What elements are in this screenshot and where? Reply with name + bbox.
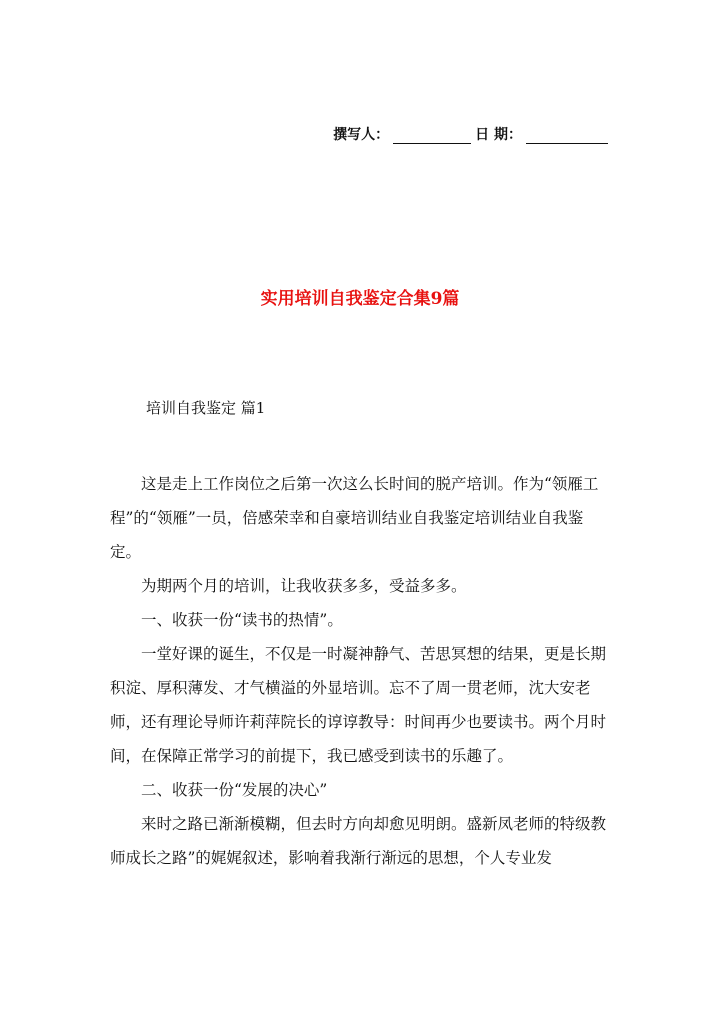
author-blank [393,129,471,144]
paragraph: 来时之路已渐渐模糊，但去时方向却愈见明朗。盛新凤老师的特级教师成长之路”的娓娓叙述，影响着我渐行渐远的思想，个人专业发 [110,815,607,867]
date-blank [526,129,608,144]
paragraph: 这是走上工作岗位之后第一次这么长时间的脱产培训。作为“领雁工程”的“领雁”一员，倍感荣幸和自豪培训结业自我鉴定培训结业自我鉴定。 [110,475,599,561]
author-label: 撰写人： [333,127,390,143]
author-date-line [333,124,612,144]
body-text [110,467,612,875]
paragraph: 一堂好课的诞生，不仅是一时凝神静气、苦思冥想的结果，更是长期积淀、厚积薄发、才气横溢的外显培训。忘不了周一贯老师，沈大安老师，还有理论导师许莉萍院长的谆谆教导：时间再少也要读书。两个月时间，在保障正常学习的前提下，我已感受到读书的乐趣了。 [110,645,607,765]
paragraph: 二、收获一份“发展的决心” [141,781,328,799]
section-heading: 培训自我鉴定 篇1 [146,399,266,417]
date-label: 日 期： [475,127,522,143]
paragraph: 为期两个月的培训，让我收获多多，受益多多。 [141,577,467,595]
document-title: 实用培训自我鉴定合集9篇 [260,289,460,309]
paragraph: 一、收获一份“读书的热情”。 [141,611,343,629]
